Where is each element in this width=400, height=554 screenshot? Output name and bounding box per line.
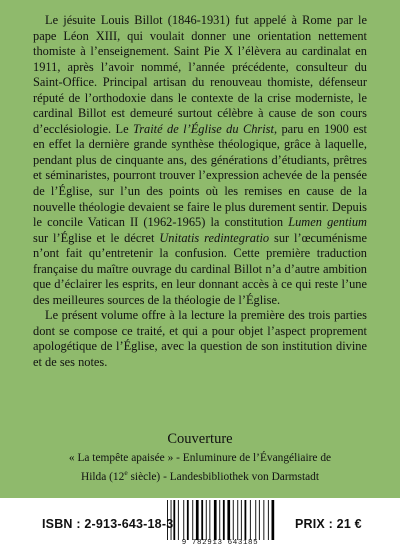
barcode-bar [245, 500, 247, 540]
barcode-bar [209, 500, 210, 540]
barcode-bar [237, 500, 238, 540]
barcode-bar [171, 500, 172, 540]
barcode-bar [263, 500, 264, 540]
cover-credit-title: Couverture [167, 431, 233, 447]
barcode-bar [173, 500, 175, 540]
barcode-digits: 9 782913 643185 [181, 539, 259, 547]
barcode-bar [183, 500, 184, 540]
blurb-text: sur l’Église et le décret [33, 230, 160, 245]
cover-credit-text: Hilda (12 [80, 470, 125, 483]
cover-credit-line-1: « La tempête apaisée » - Enluminure de l’Évangéliaire de [68, 452, 332, 464]
barcode-bar [259, 500, 260, 540]
book-title-italic: Traité de l’Église du Christ [133, 121, 274, 136]
blurb-paragraph-2: Le présent volume offre à la lecture la première des trois parties dont se compose ce traité, et qui a pour objet l’aspect proprement apologétique de l’Église, avec la question de son institution divine et de ses notes. [33, 308, 367, 370]
barcode-bar [255, 500, 256, 540]
barcode-bar [167, 500, 168, 540]
blurb-paragraph-1 [33, 13, 367, 308]
blurb-text: , paru en 1900 est en effet la dernière grande synthèse théologique, grâce à laquelle, pendant plus de cinquante ans, des générations d’étudiants, prêtres et séminaristes, pourront trouver l’expression achevée de la pensée de l’Église, sur l’un des points où les remises en cause de la nouvelle théologie devaient se faire le plus durement sentir. Depuis le concile Vatican II (1962-1965) la constitution [33, 121, 367, 230]
barcode-bar [192, 500, 193, 540]
lumen-gentium-italic: Lumen gentium [288, 215, 367, 230]
barcode-bar [268, 500, 269, 540]
blurb-text: Le jésuite Louis Billot (1846-1931) fut appelé à Rome par le pape Léon XIII, qui voulait donner une orientation nettement thomiste à l’enseignement. Saint Pie X l’élèvera au cardinalat en 1911, après l’avoir nommé, l’année précédente, consulteur du Saint-Office. Principal artisan du renouveau thomiste, défenseur réputé de l’orthodoxie dans le contexte de la crise moderniste, le cardinal Billot est demeuré surtout célèbre à cause de son cours d’ecclésiologie. Le [33, 13, 367, 136]
cover-credit-superscript: e [124, 467, 128, 477]
back-cover-blurb [33, 13, 367, 371]
barcode-bar [241, 500, 242, 540]
barcode-band [0, 498, 400, 554]
isbn-label: ISBN : 2-913-643-18-3 [42, 517, 174, 531]
barcode-bar [178, 500, 179, 540]
barcode-bar [219, 500, 220, 540]
barcode-bar [187, 500, 189, 540]
barcode-bar [201, 500, 203, 540]
cover-credit [33, 430, 367, 484]
barcode-bar [196, 500, 199, 540]
barcode-bar [272, 500, 275, 540]
barcode-bar [223, 500, 225, 540]
cover-credit-text: siècle) - Landesbibliothek von Darmstadt [127, 470, 320, 483]
barcode-bar [206, 500, 207, 540]
cover-credit-line-2 [33, 466, 367, 484]
barcode-bar [214, 500, 217, 540]
barcode-bar [227, 500, 230, 540]
unitatis-redintegratio-italic: Unitatis redintegratio [159, 230, 270, 245]
barcode-icon [165, 500, 275, 540]
price-label: PRIX : 21 € [295, 517, 362, 531]
barcode-bar [250, 500, 251, 540]
barcode-bar [233, 500, 234, 540]
blurb-text: sur l’œcuménisme n’ont fait qu’entretenir la confusion. Cette première traduction française du maître ouvrage du cardinal Billot n’a d’autre ambition que d’éclairer les esprits, en leur donnant accès à ce qui reste l’une des meilleures sources de la théologie de l’Église. [33, 230, 367, 307]
